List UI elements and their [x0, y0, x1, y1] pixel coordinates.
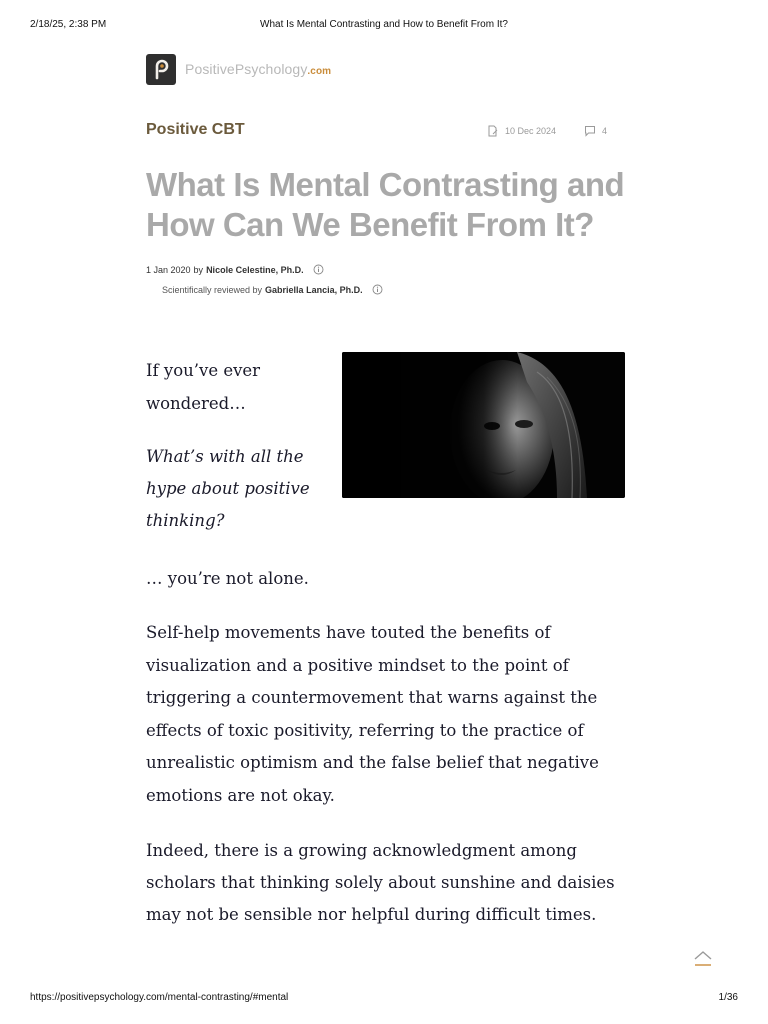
print-timestamp: 2/18/25, 2:38 PM: [30, 19, 107, 30]
paragraph-alone: … you’re not alone.: [146, 569, 309, 588]
hero-image: [342, 352, 625, 498]
article-title: What Is Mental Contrasting and How Can We Benefit From It?: [146, 166, 625, 243]
published-date: 1 Jan 2020: [146, 264, 191, 275]
document-edit-icon: [487, 125, 499, 137]
byline-by: by: [193, 264, 204, 275]
print-page-title: What Is Mental Contrasting and How to Benefit From It?: [260, 19, 508, 30]
article-category-link[interactable]: Positive CBT: [146, 121, 245, 138]
print-header: [30, 19, 738, 33]
info-circle-icon[interactable]: [372, 284, 383, 295]
comment-count[interactable]: 4: [602, 126, 608, 136]
reviewed-prefix: Scientifically reviewed by: [162, 284, 263, 295]
paragraph-question: What’s with all the hype about positive thinking?: [146, 447, 310, 530]
author-name[interactable]: Nicole Celestine, Ph.D.: [206, 264, 304, 275]
print-page-number: 1/36: [718, 992, 738, 1003]
paragraph-intro: If you’ve ever wondered…: [146, 361, 261, 413]
site-logo[interactable]: [146, 53, 331, 85]
updated-date: 10 Dec 2024: [505, 126, 557, 136]
reviewer-line: [162, 284, 383, 295]
info-circle-icon[interactable]: [313, 264, 324, 275]
chevron-up-icon: [692, 955, 714, 972]
print-url: https://positivepsychology.com/mental-contrasting/#mental: [30, 992, 289, 1003]
print-footer: [30, 992, 738, 1006]
site-logo-suffix: .com: [307, 66, 332, 77]
site-logo-name: PositivePsychology: [185, 61, 308, 77]
positivepsychology-logo-icon: [146, 54, 176, 85]
article-meta: [487, 125, 607, 137]
back-to-top-button[interactable]: [692, 948, 714, 968]
paragraph-indeed: Indeed, there is a growing acknowledgment among scholars that thinking solely about sunshine and daisies may not be sensible nor helpful during difficult times.: [146, 841, 615, 924]
paragraph-self-help: Self-help movements have touted the benefits of visualization and a positive mindset to the point of triggering a countermovement that warns against the effects of toxic positivity, referring to the practice of unrealistic optimism and the false belief that negative emotions are not okay.: [146, 623, 599, 805]
reviewer-name[interactable]: Gabriella Lancia, Ph.D.: [265, 284, 363, 295]
site-logo-text: [185, 61, 331, 77]
byline: [146, 264, 324, 275]
comment-bubble-icon[interactable]: [584, 125, 596, 137]
